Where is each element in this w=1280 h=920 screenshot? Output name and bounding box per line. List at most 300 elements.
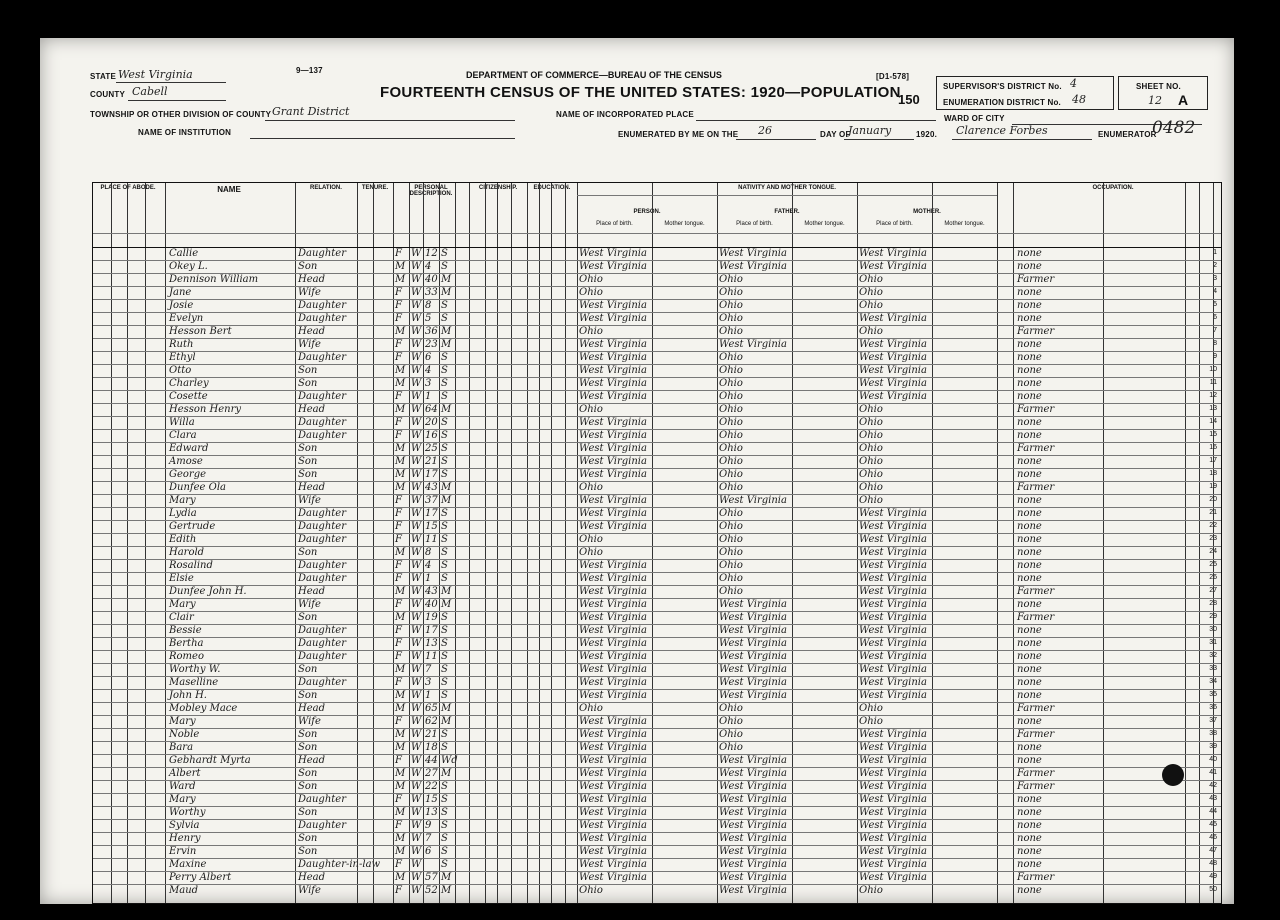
cell-race: W [411, 495, 422, 506]
cell-ms: S [441, 365, 448, 376]
row-number: 10 [1209, 366, 1217, 373]
cell-sex: M [395, 703, 406, 714]
cell-age: 65 [425, 703, 438, 714]
institution-label: NAME OF INSTITUTION [138, 128, 232, 137]
cell-rel: Son [298, 378, 318, 389]
cell-mbirth: West Virginia [859, 573, 927, 584]
cell-birth: West Virginia [579, 508, 647, 519]
cell-mbirth: West Virginia [859, 859, 927, 870]
cell-race: W [411, 820, 422, 831]
cell-birth: West Virginia [579, 820, 647, 831]
cell-fbirth: Ohio [719, 703, 743, 714]
cell-sex: F [395, 651, 402, 662]
cell-occ: none [1017, 300, 1042, 311]
cell-occ: none [1017, 508, 1042, 519]
cell-name: Sylvia [169, 820, 200, 831]
cell-ms: S [441, 781, 448, 792]
cell-fbirth: West Virginia [719, 677, 787, 688]
row-number: 3 [1213, 275, 1217, 282]
cell-birth: West Virginia [579, 521, 647, 532]
row-number: 15 [1209, 431, 1217, 438]
cell-name: Ward [169, 781, 196, 792]
cell-ms: S [441, 664, 448, 675]
cell-sex: F [395, 300, 402, 311]
cell-age: 44 [425, 755, 438, 766]
cell-fbirth: West Virginia [719, 755, 787, 766]
cell-age: 4 [425, 560, 432, 571]
cell-rel: Son [298, 612, 318, 623]
cell-fbirth: Ohio [719, 417, 743, 428]
cell-birth: West Virginia [579, 391, 647, 402]
cell-race: W [411, 742, 422, 753]
enumerated-label: ENUMERATED BY ME ON THE [618, 130, 739, 139]
cell-occ: none [1017, 287, 1042, 298]
cell-occ: none [1017, 833, 1042, 844]
cell-occ: none [1017, 339, 1042, 350]
cell-name: Noble [169, 729, 200, 740]
cell-name: Dunfee John H. [169, 586, 247, 597]
cell-birth: Ohio [579, 885, 603, 896]
cell-mbirth: Ohio [859, 885, 883, 896]
cell-birth: West Virginia [579, 807, 647, 818]
cell-rel: Son [298, 833, 318, 844]
cell-sex: M [395, 781, 406, 792]
cell-fbirth: West Virginia [719, 872, 787, 883]
cell-rel: Daughter [298, 508, 346, 519]
row-number: 50 [1209, 886, 1217, 893]
cell-race: W [411, 833, 422, 844]
cell-birth: West Virginia [579, 677, 647, 688]
cell-name: Clara [169, 430, 197, 441]
cell-name: Cosette [169, 391, 208, 402]
cell-age: 37 [425, 495, 438, 506]
cell-mbirth: West Virginia [859, 729, 927, 740]
cell-ms: S [441, 677, 448, 688]
cell-race: W [411, 248, 422, 259]
row-number: 4 [1213, 288, 1217, 295]
cell-mbirth: West Virginia [859, 352, 927, 363]
cell-ms: S [441, 352, 448, 363]
cell-fbirth: Ohio [719, 352, 743, 363]
cell-mbirth: West Virginia [859, 313, 927, 324]
cell-birth: Ohio [579, 482, 603, 493]
cell-rel: Head [298, 404, 326, 415]
cell-occ: none [1017, 794, 1042, 805]
form-code: [D1-578] [876, 72, 910, 81]
group-personal: PERSONAL DESCRIPTION. [409, 185, 453, 197]
cell-race: W [411, 872, 422, 883]
cell-occ: Farmer [1017, 443, 1055, 454]
row-number: 31 [1209, 639, 1217, 646]
cell-occ: none [1017, 313, 1042, 324]
cell-occ: Farmer [1017, 586, 1055, 597]
cell-sex: M [395, 612, 406, 623]
cell-rel: Daughter [298, 625, 346, 636]
cell-name: Bessie [169, 625, 202, 636]
cell-race: W [411, 443, 422, 454]
cell-age: 17 [425, 469, 438, 480]
cell-fbirth: West Virginia [719, 339, 787, 350]
cell-fbirth: Ohio [719, 326, 743, 337]
cell-age: 8 [425, 300, 432, 311]
cell-birth: West Virginia [579, 742, 647, 753]
cell-fbirth: Ohio [719, 716, 743, 727]
cell-mbirth: West Virginia [859, 690, 927, 701]
cell-ms: S [441, 443, 448, 454]
cell-sex: F [395, 248, 402, 259]
cell-age: 7 [425, 664, 432, 675]
cell-name: Willa [169, 417, 195, 428]
cell-birth: West Virginia [579, 729, 647, 740]
row-number: 35 [1209, 691, 1217, 698]
cell-ms: S [441, 846, 448, 857]
cell-fbirth: West Virginia [719, 599, 787, 610]
township-value: Grant District [272, 105, 350, 118]
cell-mbirth: West Virginia [859, 794, 927, 805]
cell-name: Perry Albert [169, 872, 232, 883]
cell-rel: Daughter [298, 638, 346, 649]
cell-birth: West Virginia [579, 794, 647, 805]
enumerator-name: Clarence Forbes [956, 124, 1048, 137]
cell-sex: F [395, 534, 402, 545]
cell-name: Okey L. [169, 261, 208, 272]
cell-race: W [411, 638, 422, 649]
cell-ms: M [441, 599, 452, 610]
cell-race: W [411, 274, 422, 285]
cell-name: Worthy W. [169, 664, 221, 675]
cell-mbirth: West Virginia [859, 365, 927, 376]
cell-name: Harold [169, 547, 205, 558]
cell-race: W [411, 378, 422, 389]
cell-mbirth: Ohio [859, 326, 883, 337]
cell-fbirth: Ohio [719, 287, 743, 298]
cell-rel: Son [298, 365, 318, 376]
cell-age: 1 [425, 573, 432, 584]
cell-sex: M [395, 378, 406, 389]
cell-age: 19 [425, 612, 438, 623]
cell-birth: West Virginia [579, 755, 647, 766]
row-number: 9 [1213, 353, 1217, 360]
cell-race: W [411, 664, 422, 675]
cell-mbirth: West Virginia [859, 547, 927, 558]
cell-age: 5 [425, 313, 432, 324]
cell-fbirth: Ohio [719, 391, 743, 402]
cell-name: Mary [169, 599, 196, 610]
township-label: TOWNSHIP OR OTHER DIVISION OF COUNTY [90, 110, 272, 119]
cell-fbirth: West Virginia [719, 651, 787, 662]
cell-name: Albert [169, 768, 201, 779]
cell-rel: Son [298, 729, 318, 740]
cell-rel: Son [298, 664, 318, 675]
cell-birth: West Virginia [579, 430, 647, 441]
cell-mbirth: Ohio [859, 417, 883, 428]
sheet-letter: A [1178, 92, 1189, 108]
cell-sex: M [395, 261, 406, 272]
cell-sex: M [395, 872, 406, 883]
cell-birth: West Virginia [579, 417, 647, 428]
cell-ms: S [441, 625, 448, 636]
cell-race: W [411, 300, 422, 311]
cell-race: W [411, 261, 422, 272]
cell-ms: S [441, 391, 448, 402]
cell-occ: none [1017, 352, 1042, 363]
cell-race: W [411, 677, 422, 688]
cell-rel: Daughter [298, 651, 346, 662]
cell-name: Mobley Mace [169, 703, 238, 714]
cell-age: 3 [425, 378, 432, 389]
cell-fbirth: Ohio [719, 378, 743, 389]
cell-race: W [411, 469, 422, 480]
cell-rel: Daughter [298, 300, 346, 311]
cell-fbirth: Ohio [719, 573, 743, 584]
cell-age: 6 [425, 352, 432, 363]
cell-name: Lydia [169, 508, 197, 519]
cell-name: George [169, 469, 207, 480]
enum-district-value: 48 [1072, 93, 1086, 106]
cell-ms: S [441, 300, 448, 311]
cell-name: Ruth [169, 339, 194, 350]
cell-birth: Ohio [579, 703, 603, 714]
cell-rel: Son [298, 443, 318, 454]
cell-name: Gebhardt Myrta [169, 755, 251, 766]
row-number: 48 [1209, 860, 1217, 867]
cell-birth: West Virginia [579, 781, 647, 792]
cell-race: W [411, 612, 422, 623]
cell-sex: M [395, 807, 406, 818]
cell-race: W [411, 352, 422, 363]
cell-mbirth: West Virginia [859, 391, 927, 402]
cell-mbirth: West Virginia [859, 599, 927, 610]
cell-mbirth: Ohio [859, 716, 883, 727]
cell-ms: S [441, 547, 448, 558]
form-number: 9—137 [296, 66, 323, 75]
cell-occ: Farmer [1017, 703, 1055, 714]
cell-mbirth: West Virginia [859, 651, 927, 662]
cell-age: 3 [425, 677, 432, 688]
cell-mbirth: West Virginia [859, 742, 927, 753]
cell-race: W [411, 430, 422, 441]
cell-fbirth: Ohio [719, 742, 743, 753]
cell-sex: F [395, 339, 402, 350]
cell-occ: Farmer [1017, 729, 1055, 740]
year-value: 1920. [916, 130, 938, 139]
ward-label: WARD OF CITY [944, 114, 1005, 123]
cell-age: 57 [425, 872, 438, 883]
row-number: 21 [1209, 509, 1217, 516]
cell-sex: M [395, 768, 406, 779]
cell-sex: F [395, 560, 402, 571]
cell-occ: none [1017, 521, 1042, 532]
row-number: 33 [1209, 665, 1217, 672]
cell-birth: West Virginia [579, 469, 647, 480]
cell-race: W [411, 365, 422, 376]
row-number: 19 [1209, 483, 1217, 490]
cell-mbirth: Ohio [859, 274, 883, 285]
cell-name: Worthy [169, 807, 206, 818]
cell-occ: Farmer [1017, 326, 1055, 337]
cell-birth: West Virginia [579, 859, 647, 870]
cell-rel: Wife [298, 287, 321, 298]
cell-name: Josie [169, 300, 194, 311]
cell-ms: S [441, 456, 448, 467]
cell-ms: M [441, 703, 452, 714]
row-number: 34 [1209, 678, 1217, 685]
cell-fbirth: Ohio [719, 456, 743, 467]
cell-ms: S [441, 638, 448, 649]
cell-rel: Son [298, 807, 318, 818]
cell-rel: Wife [298, 495, 321, 506]
cell-rel: Daughter [298, 313, 346, 324]
cell-mbirth: West Virginia [859, 508, 927, 519]
row-number: 46 [1209, 834, 1217, 841]
cell-rel: Son [298, 781, 318, 792]
cell-sex: M [395, 326, 406, 337]
incorporated-label: NAME OF INCORPORATED PLACE [556, 110, 694, 119]
enum-district-label: ENUMERATION DISTRICT No. [943, 98, 1061, 107]
cell-fbirth: Ohio [719, 586, 743, 597]
cell-sex: M [395, 443, 406, 454]
cell-sex: M [395, 365, 406, 376]
cell-mbirth: West Virginia [859, 846, 927, 857]
cell-ms: S [441, 248, 448, 259]
row-number: 1 [1213, 249, 1217, 256]
census-table [92, 182, 1222, 904]
cell-name: Maud [169, 885, 199, 896]
row-number: 38 [1209, 730, 1217, 737]
state-label: STATE [90, 72, 117, 81]
cell-occ: Farmer [1017, 404, 1055, 415]
cell-age: 22 [425, 781, 438, 792]
cell-ms: M [441, 586, 452, 597]
cell-mbirth: Ohio [859, 443, 883, 454]
person-place-of-birth: Place of birth. [596, 221, 633, 227]
cell-sex: M [395, 690, 406, 701]
cell-ms: M [441, 885, 452, 896]
cell-fbirth: West Virginia [719, 833, 787, 844]
cell-mbirth: Ohio [859, 300, 883, 311]
cell-birth: West Virginia [579, 352, 647, 363]
cell-fbirth: West Virginia [719, 820, 787, 831]
cell-fbirth: Ohio [719, 430, 743, 441]
row-number: 16 [1209, 444, 1217, 451]
cell-fbirth: West Virginia [719, 885, 787, 896]
cell-occ: none [1017, 573, 1042, 584]
cell-age: 7 [425, 833, 432, 844]
cell-birth: West Virginia [579, 339, 647, 350]
cell-age: 15 [425, 794, 438, 805]
row-number: 11 [1209, 379, 1217, 386]
cell-sex: M [395, 404, 406, 415]
cell-ms: S [441, 508, 448, 519]
cell-birth: West Virginia [579, 248, 647, 259]
cell-sex: M [395, 274, 406, 285]
cell-race: W [411, 326, 422, 337]
cell-rel: Daughter [298, 391, 346, 402]
cell-sex: F [395, 677, 402, 688]
cell-name: Elsie [169, 573, 194, 584]
cell-name: Jane [169, 287, 192, 298]
cell-birth: West Virginia [579, 495, 647, 506]
cell-name: Henry [169, 833, 201, 844]
cell-sex: F [395, 508, 402, 519]
group-place-of-abode: PLACE OF ABODE. [100, 185, 156, 191]
cell-rel: Head [298, 872, 326, 883]
cell-fbirth: West Virginia [719, 846, 787, 857]
cell-rel: Daughter [298, 430, 346, 441]
cell-fbirth: West Virginia [719, 261, 787, 272]
group-father: FATHER. [774, 209, 800, 215]
cell-birth: West Virginia [579, 586, 647, 597]
cell-age: 16 [425, 430, 438, 441]
row-number: 27 [1209, 587, 1217, 594]
cell-sex: M [395, 586, 406, 597]
cell-mbirth: West Virginia [859, 755, 927, 766]
cell-birth: West Virginia [579, 638, 647, 649]
cell-occ: none [1017, 664, 1042, 675]
row-number: 13 [1209, 405, 1217, 412]
cell-age: 1 [425, 391, 432, 402]
cell-sex: M [395, 547, 406, 558]
cell-birth: West Virginia [579, 261, 647, 272]
cell-ms: S [441, 560, 448, 571]
cell-fbirth: West Virginia [719, 859, 787, 870]
cell-sex: F [395, 573, 402, 584]
cell-rel: Daughter [298, 573, 346, 584]
cell-ms: S [441, 612, 448, 623]
cell-sex: M [395, 742, 406, 753]
cell-race: W [411, 859, 422, 870]
cell-name: Romeo [169, 651, 204, 662]
cell-sex: F [395, 716, 402, 727]
cell-race: W [411, 404, 422, 415]
cell-occ: none [1017, 625, 1042, 636]
cell-age: 1 [425, 690, 432, 701]
cell-ms: S [441, 794, 448, 805]
group-occupation: OCCUPATION. [1092, 185, 1134, 191]
cell-occ: none [1017, 391, 1042, 402]
cell-name: Rosalind [169, 560, 213, 571]
row-number: 28 [1209, 600, 1217, 607]
cell-mbirth: Ohio [859, 287, 883, 298]
cell-birth: Ohio [579, 326, 603, 337]
cell-name: Dunfee Ola [169, 482, 226, 493]
cell-ms: S [441, 742, 448, 753]
cell-occ: none [1017, 599, 1042, 610]
cell-birth: West Virginia [579, 690, 647, 701]
group-nativity: NATIVITY AND MOTHER TONGUE. [738, 185, 836, 191]
cell-mbirth: West Virginia [859, 612, 927, 623]
cell-age: 15 [425, 521, 438, 532]
cell-sex: M [395, 846, 406, 857]
cell-age: 6 [425, 846, 432, 857]
cell-mbirth: West Virginia [859, 768, 927, 779]
cell-birth: West Virginia [579, 560, 647, 571]
cell-sex: F [395, 794, 402, 805]
cell-occ: Farmer [1017, 612, 1055, 623]
enumerated-day: 26 [758, 124, 772, 137]
row-number: 36 [1209, 704, 1217, 711]
cell-birth: West Virginia [579, 456, 647, 467]
cell-name: Evelyn [169, 313, 204, 324]
census-title: FOURTEENTH CENSUS OF THE UNITED STATES: 1920—POPULATION [380, 84, 901, 101]
cell-name: Otto [169, 365, 192, 376]
county-label: COUNTY [90, 90, 125, 99]
cell-birth: Ohio [579, 534, 603, 545]
cell-fbirth: West Virginia [719, 690, 787, 701]
cell-fbirth: West Virginia [719, 781, 787, 792]
cell-sex: F [395, 885, 402, 896]
page-stamp: 150 [898, 92, 920, 107]
